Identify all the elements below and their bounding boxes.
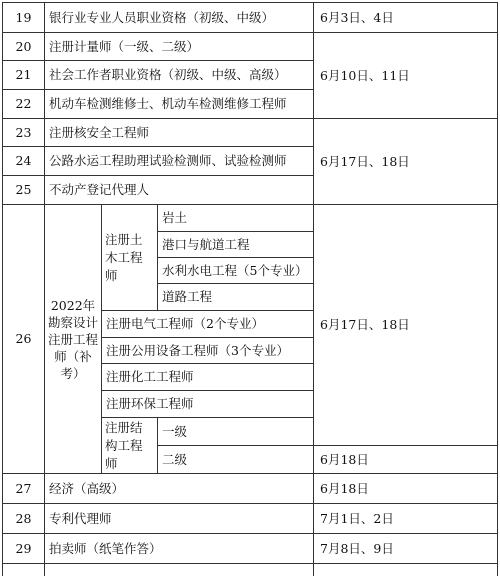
exam-date: 6月17日、18日 bbox=[314, 205, 498, 446]
row-number: 25 bbox=[3, 176, 45, 205]
exam-date: 7月1日、2日 bbox=[314, 504, 498, 534]
exam-subcategory: 注册电气工程师（2个专业） bbox=[102, 311, 314, 338]
exam-specialty: 道路工程 bbox=[158, 284, 314, 311]
table-row bbox=[3, 504, 498, 534]
exam-name: 银行业专业人员职业资格（初级、中级） bbox=[45, 3, 314, 33]
exam-date: 6月3日、4日 bbox=[314, 3, 498, 33]
table-row bbox=[3, 534, 498, 564]
table-row bbox=[3, 564, 498, 576]
exam-category: 2022年勘察设计注册工程师（补考） bbox=[45, 205, 102, 474]
exam-subcategory: 注册公用设备工程师（3个专业） bbox=[102, 338, 314, 364]
exam-date: 6月10日、11日 bbox=[314, 33, 498, 119]
table-row bbox=[3, 474, 498, 504]
table-row bbox=[3, 205, 498, 232]
row-number: 26 bbox=[3, 205, 45, 474]
row-number: 19 bbox=[3, 3, 45, 33]
exam-name: 专利代理师 bbox=[45, 504, 314, 534]
exam-level: 二级 bbox=[158, 446, 314, 474]
exam-name: 不动产登记代理人 bbox=[45, 176, 314, 205]
row-number: 24 bbox=[3, 147, 45, 176]
empty-cell bbox=[45, 564, 314, 576]
exam-name: 社会工作者职业资格（初级、中级、高级） bbox=[45, 61, 314, 90]
row-number: 23 bbox=[3, 119, 45, 147]
empty-cell bbox=[314, 564, 498, 576]
table-row bbox=[3, 33, 498, 61]
exam-specialty: 岩土 bbox=[158, 205, 314, 232]
exam-date: 6月17日、18日 bbox=[314, 119, 498, 205]
exam-subcategory: 注册环保工程师 bbox=[102, 391, 314, 418]
row-number: 28 bbox=[3, 504, 45, 534]
exam-date: 7月8日、9日 bbox=[314, 534, 498, 564]
empty-cell bbox=[3, 564, 45, 576]
row-number: 27 bbox=[3, 474, 45, 504]
exam-subcategory: 注册化工工程师 bbox=[102, 364, 314, 391]
exam-name: 拍卖师（纸笔作答） bbox=[45, 534, 314, 564]
table-row bbox=[3, 119, 498, 147]
table-row bbox=[3, 3, 498, 33]
exam-specialty: 港口与航道工程 bbox=[158, 232, 314, 258]
exam-name: 注册计量师（一级、二级） bbox=[45, 33, 314, 61]
exam-subcategory-structural: 注册结构工程师 bbox=[102, 418, 158, 474]
row-number: 22 bbox=[3, 90, 45, 119]
exam-subcategory-civil: 注册土木工程师 bbox=[102, 205, 158, 311]
exam-name: 公路水运工程助理试验检测师、试验检测师 bbox=[45, 147, 314, 176]
exam-name: 机动车检测维修士、机动车检测维修工程师 bbox=[45, 90, 314, 119]
row-number: 20 bbox=[3, 33, 45, 61]
row-number: 29 bbox=[3, 534, 45, 564]
exam-name: 注册核安全工程师 bbox=[45, 119, 314, 147]
exam-date: 6月18日 bbox=[314, 446, 498, 474]
exam-level: 一级 bbox=[158, 418, 314, 446]
exam-schedule-table bbox=[2, 2, 498, 576]
exam-name: 经济（高级） bbox=[45, 474, 314, 504]
exam-date: 6月18日 bbox=[314, 474, 498, 504]
exam-specialty: 水利水电工程（5个专业） bbox=[158, 258, 314, 284]
row-number: 21 bbox=[3, 61, 45, 90]
